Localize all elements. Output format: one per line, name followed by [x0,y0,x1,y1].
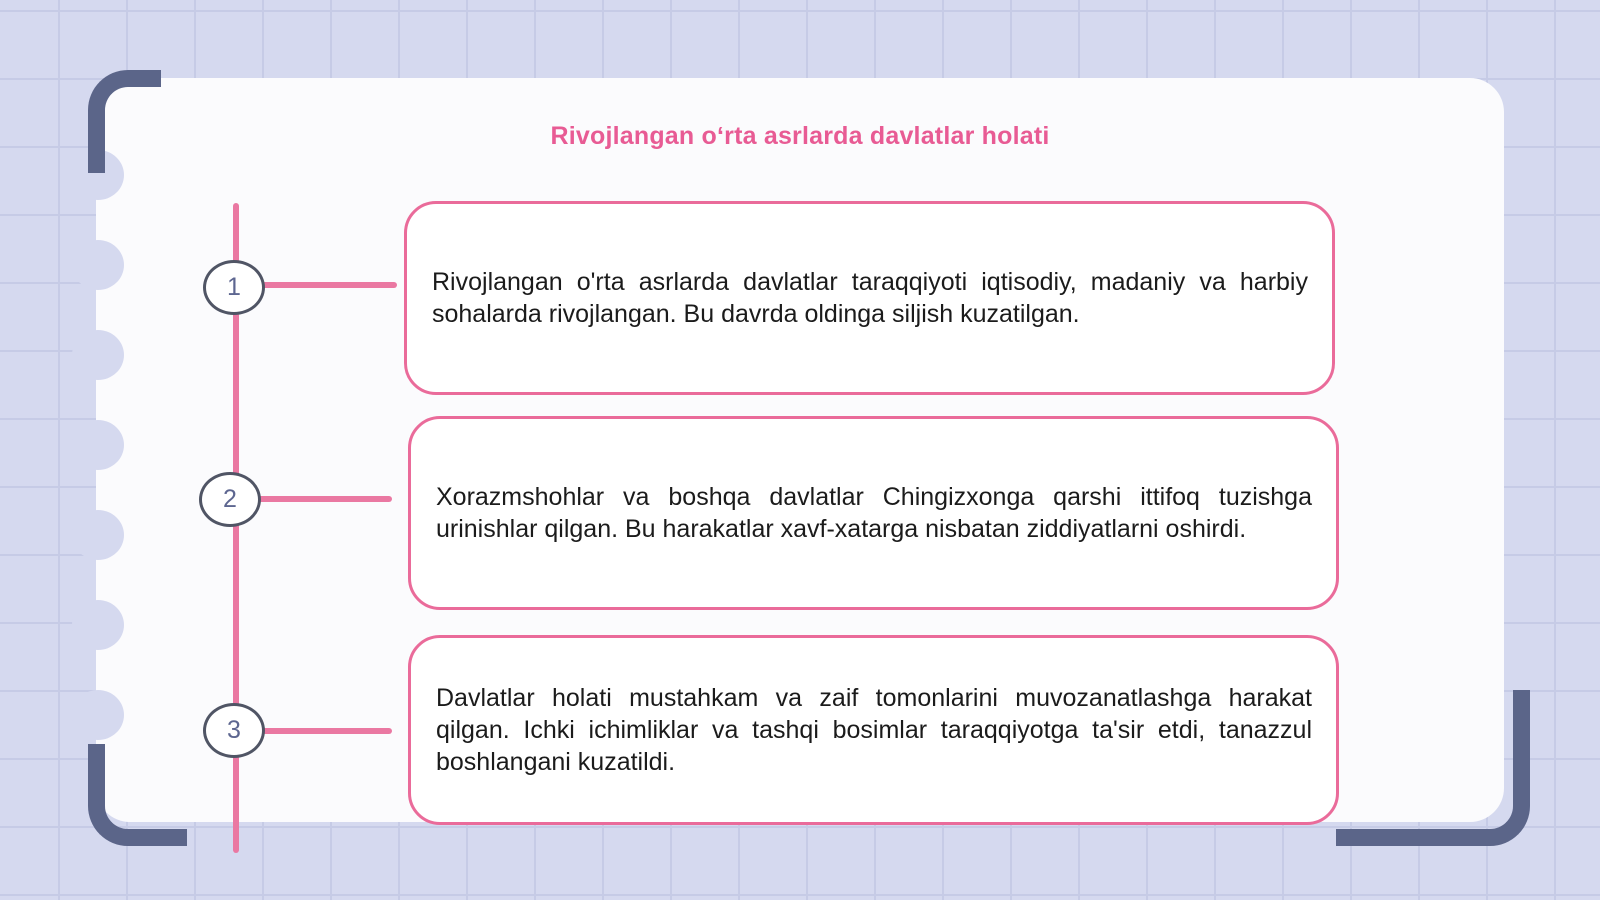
timeline-connector-3 [262,728,392,734]
timeline-connector-1 [262,282,397,288]
timeline-card-text: Davlatlar holati mustahkam va zaif tomonlarini muvozanatlashga harakat qilgan. Ichki ichimliklar va tashqi bosimlar taraqqiyotga ta'sir etdi, tanazzul boshlangani kuzatildi. [436,684,1312,776]
paper-notch [72,510,124,560]
timeline-card-text: Xorazmshohlar va boshqa davlatlar Chingizxonga qarshi ittifoq tuzishga urinishlar qilgan. Bu harakatlar xavf-xatarga nisbatan ziddiyatlarni oshirdi. [436,483,1312,543]
paper-notch [72,600,124,650]
step-number-2 [199,472,261,527]
step-number-label: 1 [227,273,241,301]
timeline-card-3 [408,635,1339,825]
step-number-3 [203,703,265,758]
paper-notch [72,690,124,740]
frame-corner-bottom-right [1336,690,1530,846]
paper-notch [72,240,124,290]
timeline-card-text: Rivojlangan o'rta asrlarda davlatlar taraqqiyoti iqtisodiy, madaniy va harbiy sohalarda rivojlangan. Bu davrda oldinga siljish kuzatilgan. [432,268,1308,328]
frame-corner-top-left [88,70,161,173]
timeline-connector-2 [258,496,392,502]
step-number-label: 2 [223,485,237,513]
page-title: Rivojlangan oʻrta asrlarda davlatlar holati [550,122,1050,150]
timeline-card-2 [408,416,1339,610]
step-number-1 [203,260,265,315]
frame-corner-bottom-left [88,744,187,846]
paper-notch [72,330,124,380]
paper-notch [72,420,124,470]
step-number-label: 3 [227,716,241,744]
timeline-card-1 [404,201,1335,395]
